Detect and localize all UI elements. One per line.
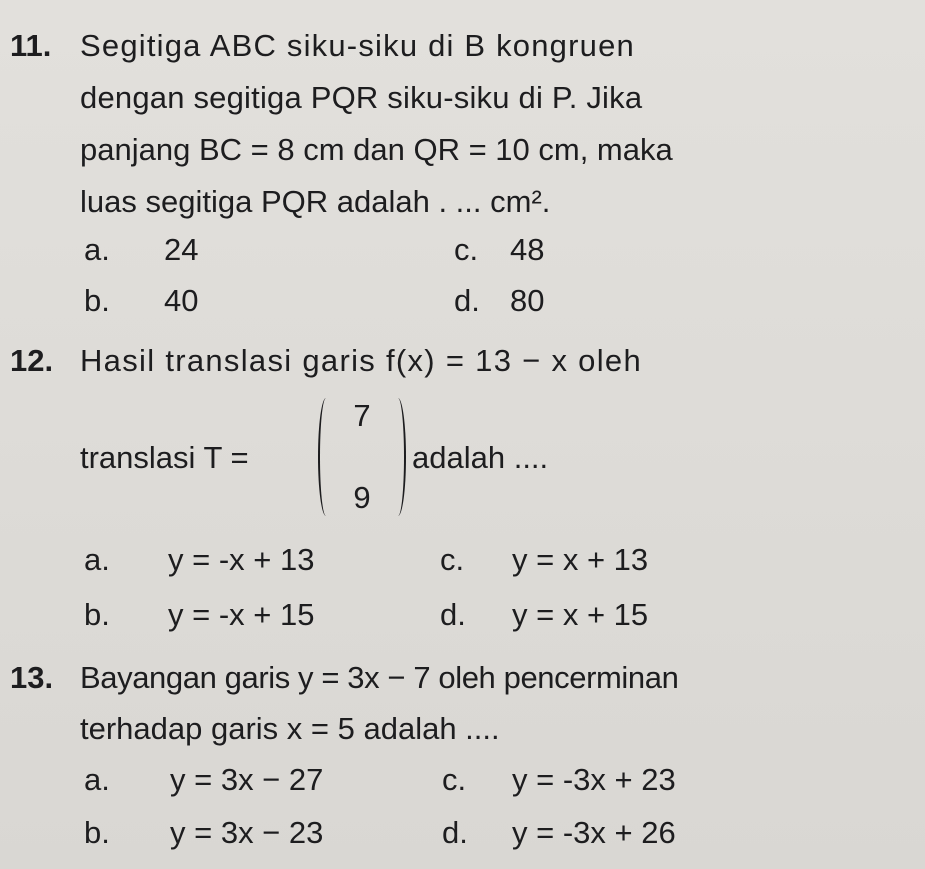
question-text-line: luas segitiga PQR adalah . ... cm². <box>80 184 551 219</box>
option-label: b. <box>84 815 110 850</box>
option-b-value: 40 <box>164 283 199 318</box>
option-a-value: y = -x + 13 <box>168 542 315 577</box>
question-number: 12. <box>10 343 54 378</box>
option-c-value: y = -3x + 23 <box>512 762 676 797</box>
question-text-line: Hasil translasi garis f(x) = 13 − x oleh <box>80 343 642 378</box>
option-b-value: y = -x + 15 <box>168 597 315 632</box>
vector-bottom-value: 9 <box>353 480 371 515</box>
option-b-value: y = 3x − 23 <box>170 815 324 850</box>
option-label: c. <box>442 762 467 797</box>
option-label: d. <box>440 597 466 632</box>
option-d-value: 80 <box>510 283 545 318</box>
option-a-value: 24 <box>164 232 199 267</box>
vector-top-value: 7 <box>353 398 371 433</box>
question-text-line: panjang BC = 8 cm dan QR = 10 cm, maka <box>80 132 673 167</box>
question-text-line: adalah .... <box>412 440 549 475</box>
option-a-value: y = 3x − 27 <box>170 762 324 797</box>
option-c-value: y = x + 13 <box>512 542 649 577</box>
question-text-line: terhadap garis x = 5 adalah .... <box>80 711 500 746</box>
option-label: b. <box>84 283 110 318</box>
question-text-line: Segitiga ABC siku-siku di B kongruen <box>80 28 635 63</box>
question-number: 11. <box>10 28 52 63</box>
translation-vector <box>340 398 384 516</box>
option-label: a. <box>84 232 110 267</box>
right-paren <box>390 398 406 516</box>
option-label: a. <box>84 542 110 577</box>
option-label: b. <box>84 597 110 632</box>
question-text-line: translasi T = <box>80 440 249 475</box>
option-label: d. <box>454 283 480 318</box>
option-d-value: y = x + 15 <box>512 597 649 632</box>
option-label: a. <box>84 762 110 797</box>
left-paren <box>318 398 334 516</box>
option-label: c. <box>454 232 479 267</box>
question-text-line: Bayangan garis y = 3x − 7 oleh pencerminan <box>80 660 679 695</box>
option-d-value: y = -3x + 26 <box>512 815 676 850</box>
option-label: c. <box>440 542 465 577</box>
option-c-value: 48 <box>510 232 545 267</box>
question-number: 13. <box>10 660 54 695</box>
option-label: d. <box>442 815 468 850</box>
question-text-line: dengan segitiga PQR siku-siku di P. Jika <box>80 80 643 115</box>
